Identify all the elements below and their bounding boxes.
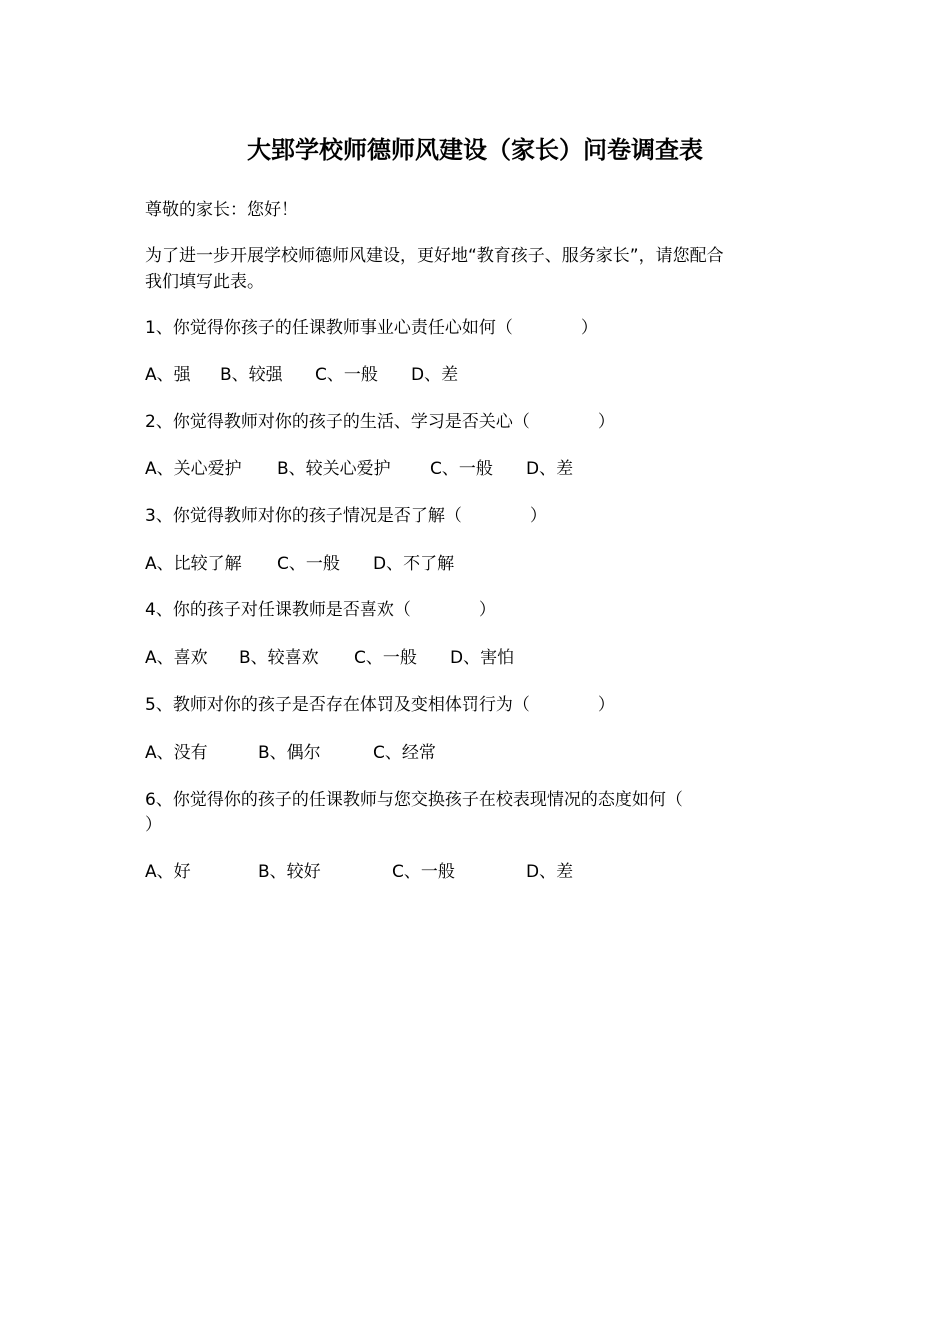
option-a: A、喜欢: [145, 648, 208, 668]
option-b: B、较强: [220, 365, 283, 385]
option-b: B、较好: [258, 862, 321, 882]
option-d: D、差: [526, 459, 574, 479]
question-2: 2、你觉得教师对你的孩子的生活、学习是否关心（ ）: [145, 412, 615, 432]
option-d: D、不了解: [373, 554, 455, 574]
question-1: 1、你觉得你孩子的任课教师事业心责任心如何（ ）: [145, 318, 598, 338]
question-3: 3、你觉得教师对你的孩子情况是否了解（ ）: [145, 506, 547, 526]
option-c: C、经常: [373, 743, 436, 763]
intro-line-2: 我们填写此表。: [145, 272, 264, 292]
option-a: A、比较了解: [145, 554, 242, 574]
option-d: D、害怕: [450, 648, 515, 668]
option-c: C、一般: [315, 365, 378, 385]
option-a: A、关心爱护: [145, 459, 242, 479]
option-d: D、差: [411, 365, 459, 385]
document-title: 大郢学校师德师风建设（家长）问卷调查表: [247, 135, 703, 164]
option-c: C、一般: [430, 459, 493, 479]
question-6-continued: ）: [145, 815, 162, 835]
option-b: B、较喜欢: [239, 648, 319, 668]
option-d: D、差: [526, 862, 574, 882]
option-c: C、一般: [354, 648, 417, 668]
question-5: 5、教师对你的孩子是否存在体罚及变相体罚行为（ ）: [145, 695, 615, 715]
option-c: C、一般: [392, 862, 455, 882]
option-c: C、一般: [277, 554, 340, 574]
option-a: A、没有: [145, 743, 208, 763]
question-4: 4、你的孩子对任课教师是否喜欢（ ）: [145, 600, 496, 620]
option-a: A、强: [145, 365, 191, 385]
option-b: B、较关心爱护: [277, 459, 391, 479]
greeting: 尊敬的家长：您好！: [145, 200, 298, 220]
intro-line-1: 为了进一步开展学校师德师风建设，更好地“教育孩子、服务家长”，请您配合: [145, 246, 724, 266]
question-6: 6、你觉得你的孩子的任课教师与您交换孩子在校表现情况的态度如何（: [145, 790, 683, 810]
option-b: B、偶尔: [258, 743, 321, 763]
option-a: A、好: [145, 862, 191, 882]
